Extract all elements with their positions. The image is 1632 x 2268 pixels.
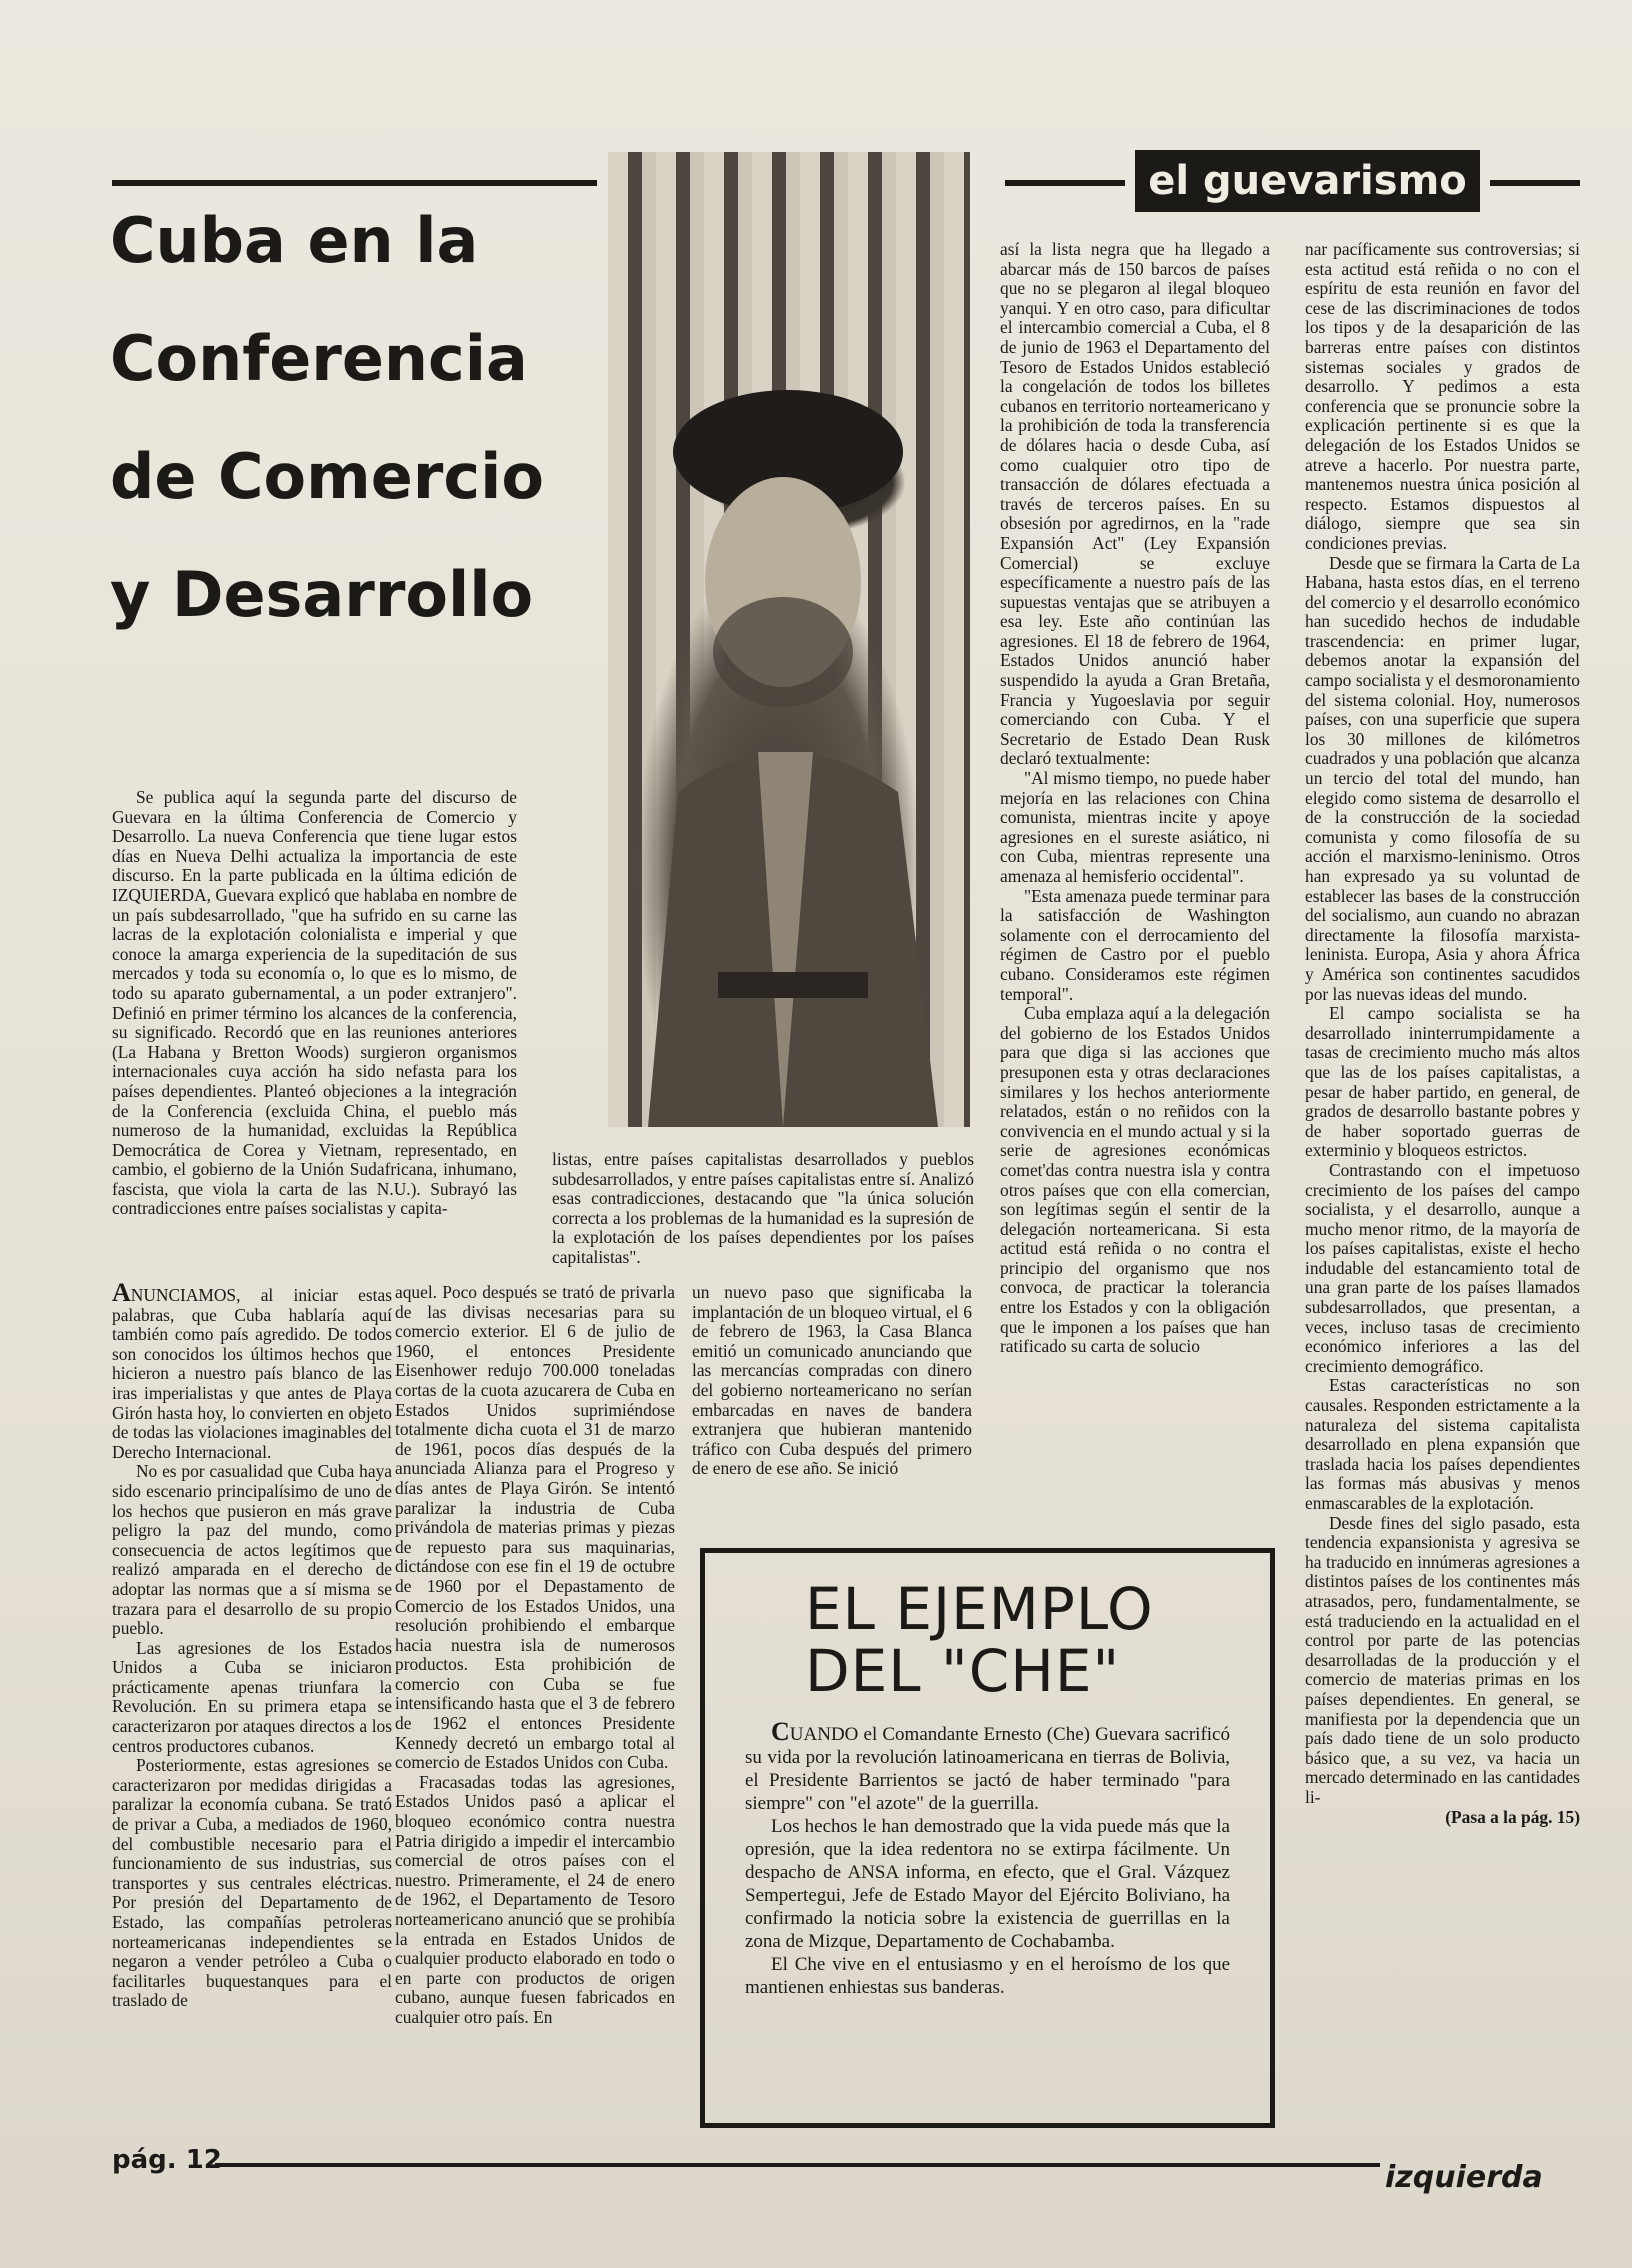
article-headline [110,204,580,682]
dropcap-c: C [771,1717,790,1746]
col4-paragraph-1: así la lista negra que ha llegado a abarcar más de 150 barcos de países que no se plegaron al ilegal bloqueo yanqui. Y en otro caso, para dificultar el intercambio comercial a Cuba, el 8 de junio de 1963 el Departamento del Tesoro de Estados Unidos estableció la congelación de todos los billetes cubanos en territorio norteamericano y la prohibición de toda la transferencia de dólares hacia o desde Cuba, así como cualquier otro tipo de transacción de dólares efectuada a través de terceros países. En su obsesión por agredirnos, en la "rade Expansión Act" (Ley Expansión Comercial) se excluye específicamente a nuestro país de las supuestas ventajas que se atribuyen a esa ley. Este año continúan las agresiones. El 18 de febrero de 1964, Estados Unidos anunció haber suspendido la ayuda a Gran Bretaña, Francia y Yugoeslavia por seguir comerciando con Cuba. Y el Secretario de Estado Dean Rusk declaró textualmente: [1000,239,1270,769]
box-paragraph-1 [745,1717,1230,1815]
headline-line-2: Conferencia [110,322,528,395]
col3-paragraph-1: un nuevo paso que significaba la implantación de un bloqueo virtual, el 6 de febrero de 1963, la Casa Blanca emitió un comunicado anunciando que las mercancías compradas con dinero del gobierno norteamericano no serían embarcadas en naves de bandera extranjera que hubieran mantenido tráfico con Cuba después del primero de enero de ese año. Se inició [692,1282,972,1479]
box-title-line-1: EL EJEMPLO [805,1575,1154,1643]
col5-paragraph-3: El campo socialista se ha desarrollado ininterrumpidamente a tasas de crecimiento mucho más altos que las de los países capitalistas, a pesar de haber partido, en general, de grados de desarrollo bastante pobres y de haber soportado guerras de exterminio y bloqueos estrictos. [1305,1003,1580,1161]
box-title [805,1575,1230,1705]
caption-text: listas, entre países capitalistas desarrollados y pueblos subdesarrollados, y entre países capitalistas entre sí. Analizó esas contradicciones, destacando que "la única solución correcta a los problemas de la humanidad es la supresión de la explotación de los países dependientes por los países capitalistas". [552,1149,974,1267]
body-column-5 [1305,240,1580,1827]
footer-rule [215,2163,1380,2167]
box-title-line-2: DEL "CHE" [805,1637,1121,1705]
portrait-illustration [608,152,970,1127]
box-p1-text: UANDO el Comandante Ernesto (Che) Guevara sacrificó su vida por la revolución latinoamericana en tierras de Bolivia, el Presidente Barrientos se jactó de haber terminado "para siempre" con "el azote" de la guerrilla. [745,1724,1230,1814]
headline-line-3: de Comercio [110,440,544,513]
body-column-1 [112,1278,392,2011]
intro-paragraph [112,788,517,1219]
body-column-3 [692,1283,972,1479]
col1-paragraph-3: Las agresiones de los Estados Unidos a Cuba se iniciaron prácticamente apenas triunfara la Revolución. En su primera etapa se caracterizaron por ataques directos a los centros productores cubanos. [112,1637,392,1756]
che-example-box [700,1548,1275,2128]
col4-paragraph-3: "Esta amenaza puede terminar para la satisfacción de Washington solamente con el derrocamiento del régimen de Castro por el pueblo cubano. Consideramos este régimen temporal". [1000,885,1270,1004]
intro-continuation [552,1150,974,1268]
col1-paragraph-4: Posteriormente, estas agresiones se caracterizaron por medidas dirigidas a paralizar la economía cubana. Se trató de privar a Cuba, a mediados de 1960, del combustible necesario para el funcionamiento de sus industrias, sus transportes y sus centrales eléctricas. Por presión del Departamento de Estado, las compañías petroleras norteamericanas independientes se negaron a vender petróleo a Cuba o facilitarles buquestanques para el traslado de [112,1755,392,2011]
section-tag: el guevarismo [1135,150,1480,212]
dropcap-a: A [112,1278,131,1307]
headline-line-4: y Desarrollo [110,558,534,631]
col1-paragraph-2: No es por casualidad que Cuba haya sido escenario principalísimo de uno de los hechos que pusieron en más grave peligro la paz del mundo, como consecuencia de actos legítimos que realizó amparada en el derecho de adoptar las normas que a sí misma se trazara para el desarrollo de su propio pueblo. [112,1461,392,1639]
col5-paragraph-1: nar pacíficamente sus controversias; si esta actitud está reñida o no con el espíritu de esta reunión en favor del cese de las discriminaciones de todos los tipos y de la desaparición de las barreras entre países con distintos sistemas sociales y grados de desarrollo. Y pedimos a esta conferencia que se pronuncie sobre la explicación pertinente si es que la delegación de los Estados Unidos se atreve a hacerlo. Por nuestra parte, mantenemos nuestra única posición al respecto. Estamos dispuestos al diálogo, siempre que sea sin condiciones previas. [1305,239,1580,553]
col4-paragraph-2: "Al mismo tiempo, no puede haber mejoría en las relaciones con China comunista, mientras incite y apoye agresiones en el sureste asiático, ni con Cuba, mientras represente una amenaza al hemisferio occidental". [1000,768,1270,886]
col5-paragraph-5: Estas características no son causales. Responden estrictamente a la naturaleza del sistema capitalista desarrollado en plena expansión que traslada hacia los países dependientes las formas más abusivas y menos enmascarables de la explotación. [1305,1375,1580,1513]
magazine-brand: izquierda [1385,2160,1543,2195]
section-left-rule [1005,180,1125,186]
section-right-rule [1490,180,1580,186]
headline-line-1: Cuba en la [110,204,479,277]
col2-paragraph-1: aquel. Poco después se trató de privarla de las divisas necesarias para su comercio exterior. El 6 de julio de 1960, el entonces Presidente Eisenhower redujo 700.000 toneladas cortas de la cuota azucarera de Cuba en Estados Unidos suprimiéndose totalmente dicha cuota el 31 de marzo de 1961, pocos días después de la anunciada Alianza para el Progreso y días antes de Playa Girón. Se intentó paralizar la industria de Cuba privándola de materias primas y piezas de repuesto para sus maquinarias, dictándose con ese fin el 19 de octubre de 1960 por el Depastamento de Comercio de los Estados Unidos, una resolución prohibiendo el embarque hacia nuestra isla de numerosos productos. Esta prohibición de comercio con Cuba se fue intensificando hasta que el 3 de febrero de 1962 el entonces Presidente Kennedy decretó un embargo total al comercio de Estados Unidos con Cuba. [395,1282,675,1773]
col1-p1-text: NUNCIAMOS, al iniciar estas palabras, que Cuba hablaría aquí también como país agredido. De todos son conocidos los últimos hechos que hicieron a nuestro país blanco de las iras imperialistas y que antes de Playa Girón hasta hoy, lo convierten en objeto de todas las violaciones imaginables del Derecho Internacional. [112,1285,392,1462]
belt-shape [718,972,868,998]
headline-top-rule [112,180,597,186]
box-paragraph-3: El Che vive en el entusiasmo y en el heroísmo de los que mantienen enhiestas sus banderas. [745,1954,1230,1998]
box-paragraph-2: Los hechos le han demostrado que la vida puede más que la opresión, que la idea redentora no se extirpa fácilmente. Un despacho de ANSA informa, en efecto, que el Gral. Vázquez Sempertegui, Jefe de Estado Mayor del Ejército Boliviano, ha confirmado la noticia sobre la existencia de guerrillas en la zona de Mizque, Departamento de Cochabamba. [745,1816,1230,1952]
col1-paragraph-1 [112,1278,392,1462]
body-column-4 [1000,240,1270,1357]
box-body [745,1717,1230,1999]
col5-paragraph-4: Contrastando con el impetuoso crecimiento de los países del campo socialista, y el desarrollo, aunque a mucho menor ritmo, de la mayoría de los países capitalistas, existe el hecho indudable del estancamiento total de una gran parte de los países llamados subdesarrollados, que presentan, a veces, incluso tasas de crecimiento económico inferiores a las del crecimiento demográfico. [1305,1159,1580,1376]
col2-paragraph-2: Fracasadas todas las agresiones, Estados Unidos pasó a aplicar el bloqueo económico contra nuestra Patria dirigido a impedir el intercambio comercial de otros países con el nuestro. Primeramente, el 24 de enero de 1962, el Departamento de Tesoro norteamericano anunció que se prohibía la entrada en Estados Unidos de cualquier producto elaborado en todo o en parte con productos de origen cubano, aunque fuesen fabricados en cualquier otro país. En [395,1771,675,2027]
col5-paragraph-2: Desde que se firmara la Carta de La Habana, hasta estos días, en el terreno del comercio y el desarrollo económico han sucedido hechos de indudable trascendencia: en primer lugar, debemos anotar la expansión del campo socialista y el desmoronamiento del sistema colonial. Hoy, numerosos países, con una superficie que supera los 30 millones de kilómetros cuadrados y una población que alcanza un tercio del total del mundo, han elegido como sistema de desarrollo el de la construcción de la sociedad comunista y como filosofía de su acción el marxismo-leninismo. Otros han expresado ya su voluntad de establecer las bases de la construcción del socialismo, aun cuando no abrazan directamente la filosofía marxista-leninista. Europa, Asia y ahora África y América son continentes sacudidos por las nuevas ideas del mundo. [1305,552,1580,1004]
page-number: pág. 12 [112,2145,222,2175]
beard-shape [713,597,853,707]
col5-paragraph-6: Desde fines del siglo pasado, esta tendencia expansionista y agresiva se ha traducido en innúmeras agresiones a distintos países de los continentes más atrasados, pero, fundamentalmente, se está traduciendo en la actualidad en el control por parte de las potencias desarrolladas de la producción y el comercio de materias primas en los países dependientes. En general, se manifiesta por la dependencia que un país dado tiene de un solo producto básico que, a su vez, va hacia un mercado determinado en las cantidades li- [1305,1512,1580,1807]
body-column-2 [395,1283,675,2028]
portrait-photo [608,152,970,1127]
intro-text: Se publica aquí la segunda parte del discurso de Guevara en la última Conferencia de Comercio y Desarrollo. La nueva Conferencia que tiene lugar estos días en Nueva Delhi actualiza la importancia de este discurso. En la parte publicada en la última edición de IZQUIERDA, Guevara explicó que hablaba en nombre de un país subdesarrollado, "que ha sufrido en su carne las lacras de la explotación colonialista e imperial y que conoce la amarga experiencia de la supeditación de sus mercados y toda su economía o, lo que es lo mismo, de todo su aparato gubernamental, a un poder extranjero". Definió en primer término los alcances de la conferencia, su significado. Recordó que en las reuniones anteriores (La Habana y Bretton Woods) surgieron organismos internacionales cuya acción ha sido nefasta para los países dependientes. Planteó objeciones a la integración de la Conferencia (excluida China, el pueblo más numeroso de la humanidad, excluidas la República Democrática de Corea y Vietnam, representado, en cambio, el gobierno de la Unión Sudafricana, inhumano, fascista, que viola la carta de las N.U.). Subrayó las contradicciones entre países socialistas y capita- [112,787,517,1219]
col4-paragraph-4: Cuba emplaza aquí a la delegación del gobierno de los Estados Unidos para que diga si las acciones que presuponen esta y otras declaraciones similares y los hechos anteriormente relatados, están o no reñidos con la convivencia en el mundo actual y si la serie de agresiones económicas comet'das contra nuestra isla y contra otros países que con ella comercian, son legítimas según el sentir de la delegación norteamericana. Si esta actitud está reñida o no contra el principio del organismo que nos convoca, de practicar la tolerancia entre los Estados y con la obligación que le imponen a los países que han ratificado su carta de solucio [1000,1003,1270,1357]
continued-note: (Pasa a la pág. 15) [1445,1806,1580,1827]
